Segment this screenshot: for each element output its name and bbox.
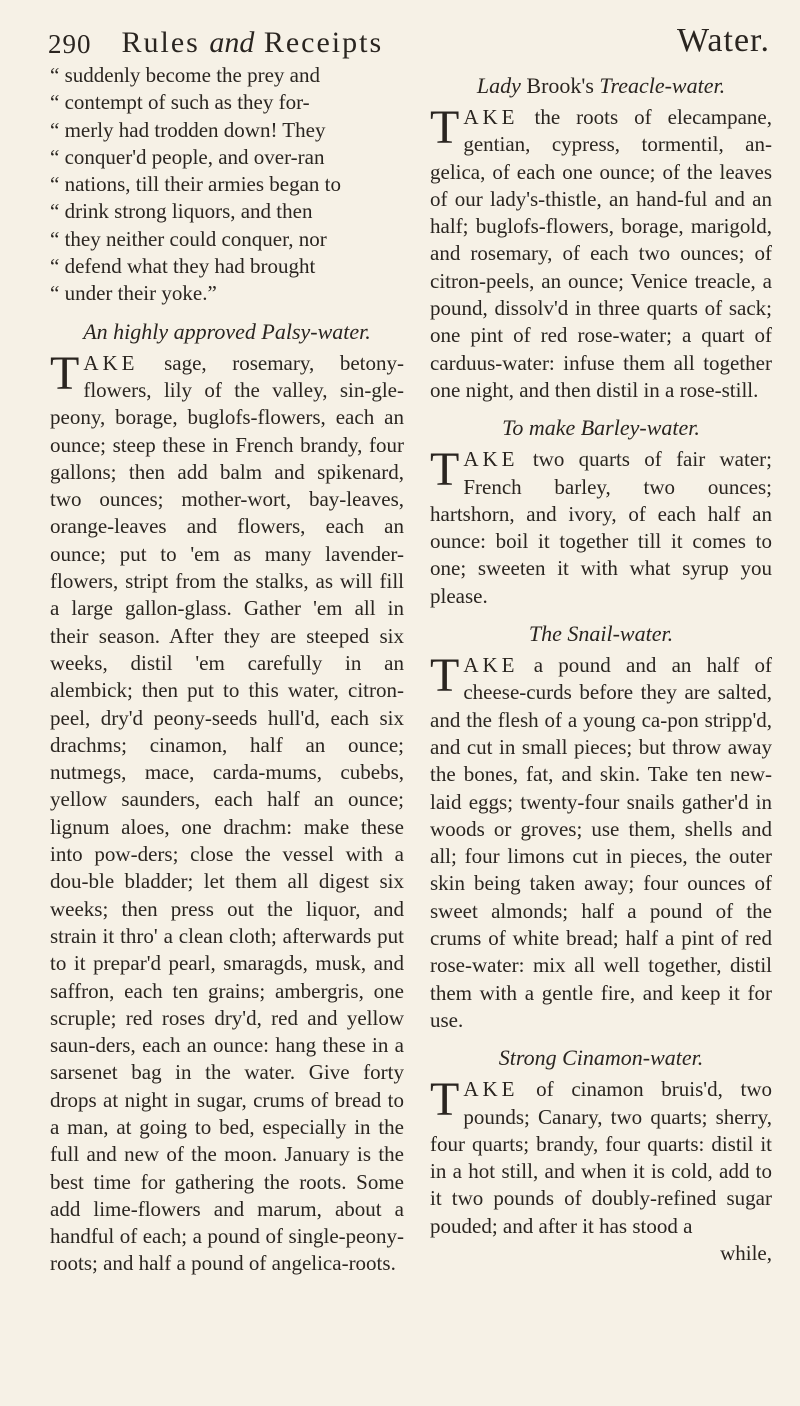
drop-cap: T — [430, 101, 460, 154]
recipe-title-cinamon-water: Strong Cinamon-water. — [498, 1045, 704, 1071]
left-column — [50, 62, 404, 1278]
quote-continuation — [50, 62, 404, 308]
take-word: AKE — [463, 1077, 519, 1102]
take-word: AKE — [463, 105, 519, 129]
recipe-title-treacle-water — [430, 72, 772, 100]
title-treacle: Treacle-water. — [599, 73, 726, 98]
right-column — [430, 62, 772, 1267]
recipe-body-cinamon-water — [430, 1073, 772, 1240]
running-title-and: and — [209, 26, 255, 59]
drop-cap: T — [50, 346, 80, 400]
recipe-title-palsy-water: An highly approved Palsy-water. — [83, 318, 371, 344]
quote-line: “ merly had trodden down! They — [50, 117, 404, 144]
running-title-rules: Rules — [121, 26, 200, 59]
quote-line: “ under their yoke.” — [50, 280, 404, 307]
running-header — [48, 0, 770, 60]
take-word: AKE — [463, 447, 519, 472]
quote-line: “ nations, till their armies began to — [50, 171, 404, 198]
recipe-text: the roots of elecampane, gentian, cypress, tormentil, an-gelica, of each one ounce; of the leaves of our lady's-thistle, an hand-ful and an half; buglofs-flowers, borage, marigold, and rosemary, of each two ounces; of citron-peels, an ounce; Venice treacle, a pound, dissolv'd in three quarts of sack; one pint of red rose-water; a quart of carduus-water: infuse them all together one night, and then distil in a rose-still. — [430, 105, 772, 402]
recipe-body-barley-water — [430, 443, 772, 610]
recipe-title-barley-water: To make Barley-water. — [502, 415, 700, 441]
section-title: Water. — [677, 22, 770, 59]
recipe-text: a pound and an half of cheese-curds before they are salted, and the flesh of a young ca-pon stripp'd, and cut in small pieces; but throw away the bones, fat, and skin. Take ten new-laid eggs; twenty-four snails gather'd in woods or groves; use them, shells and all; four limons cut in pieces, the outer skin being taken away; four ounces of sweet almonds; half a pound of the crums of white bread; half a pint of red rose-water: mix all well together, distil them with a gentle fire, and keep it for use. — [430, 653, 772, 1032]
quote-line: “ defend what they had brought — [50, 253, 404, 280]
drop-cap: T — [430, 443, 460, 497]
take-word: AKE — [83, 350, 139, 375]
take-word: AKE — [463, 653, 519, 678]
recipe-body-palsy-water — [50, 346, 404, 1278]
title-brooks: Brook's — [526, 73, 594, 98]
running-title — [122, 26, 678, 60]
page-number: 290 — [48, 29, 92, 59]
drop-cap: T — [430, 649, 460, 703]
recipe-body-snail-water — [430, 649, 772, 1034]
catchword: while, — [720, 1240, 772, 1265]
recipe-text: of cinamon bruis'd, two pounds; Canary, two quarts; sherry, four quarts; brandy, four quarts: distil it in a hot still, and when it is cold, add to it two pounds of doubly-refined sugar pouded; and after it has stood a — [430, 1077, 772, 1238]
quote-line: “ contempt of such as they for- — [50, 89, 404, 116]
recipe-text: sage, rosemary, betony-flowers, lily of the valley, sin-gle-peony, borage, buglofs-flowers, each an ounce; steep these in French brandy, four gallons; then add balm and spikenard, two ounces; mother-wort, bay-leaves, orange-leaves and flowers, each an ounce; put to 'em as many lavender-flowers, stript from the stalks, as will fill a large gallon-glass. Gather 'em all in their season. After they are steeped six weeks, distil 'em carefully in an alembick; then put to this water, citron-peel, dry'd peony-seeds hull'd, each six drachms; cinamon, half an ounce; nutmegs, mace, carda-mums, cubebs, yellow saunders, each half an ounce; lignum aloes, one drachm: make these into pow-ders; close the vessel with a dou-ble bladder; let them all digest six weeks; then press out the liquor, and strain it thro' a clean cloth; afterwards put to it prepar'd pearl, smaragds, musk, and saffron, each ten grains; ambergris, one scruple; red roses dry'd, red and yellow saun-ders, each an ounce: hang these in a sarsenet bag in the water. Give forty drops at night in sugar, crums of bread to a man, at going to bed, especially in the full and new of the moon. January is the best time for gathering the roots. Some add lime-flowers and marum, about a handful of each; a pound of single-peony-roots; and half a pound of angelica-roots. — [50, 350, 404, 1276]
recipe-text: two quarts of fair water; French barley, two ounces; hartshorn, and ivory, of each half an ounce: boil it together till it comes to one; sweeten it with what syrup you please. — [430, 447, 772, 608]
recipe-title-snail-water: The Snail-water. — [528, 621, 674, 647]
running-title-receipts: Receipts — [263, 26, 384, 59]
recipe-body-treacle-water — [430, 101, 772, 404]
quote-line: “ drink strong liquors, and then — [50, 198, 404, 225]
quote-line: “ suddenly become the prey and — [50, 62, 404, 89]
quote-line: “ they neither could conquer, nor — [50, 226, 404, 253]
title-lady: Lady — [476, 73, 521, 98]
quote-line: “ conquer'd people, and over-ran — [50, 144, 404, 171]
drop-cap: T — [430, 1073, 460, 1127]
